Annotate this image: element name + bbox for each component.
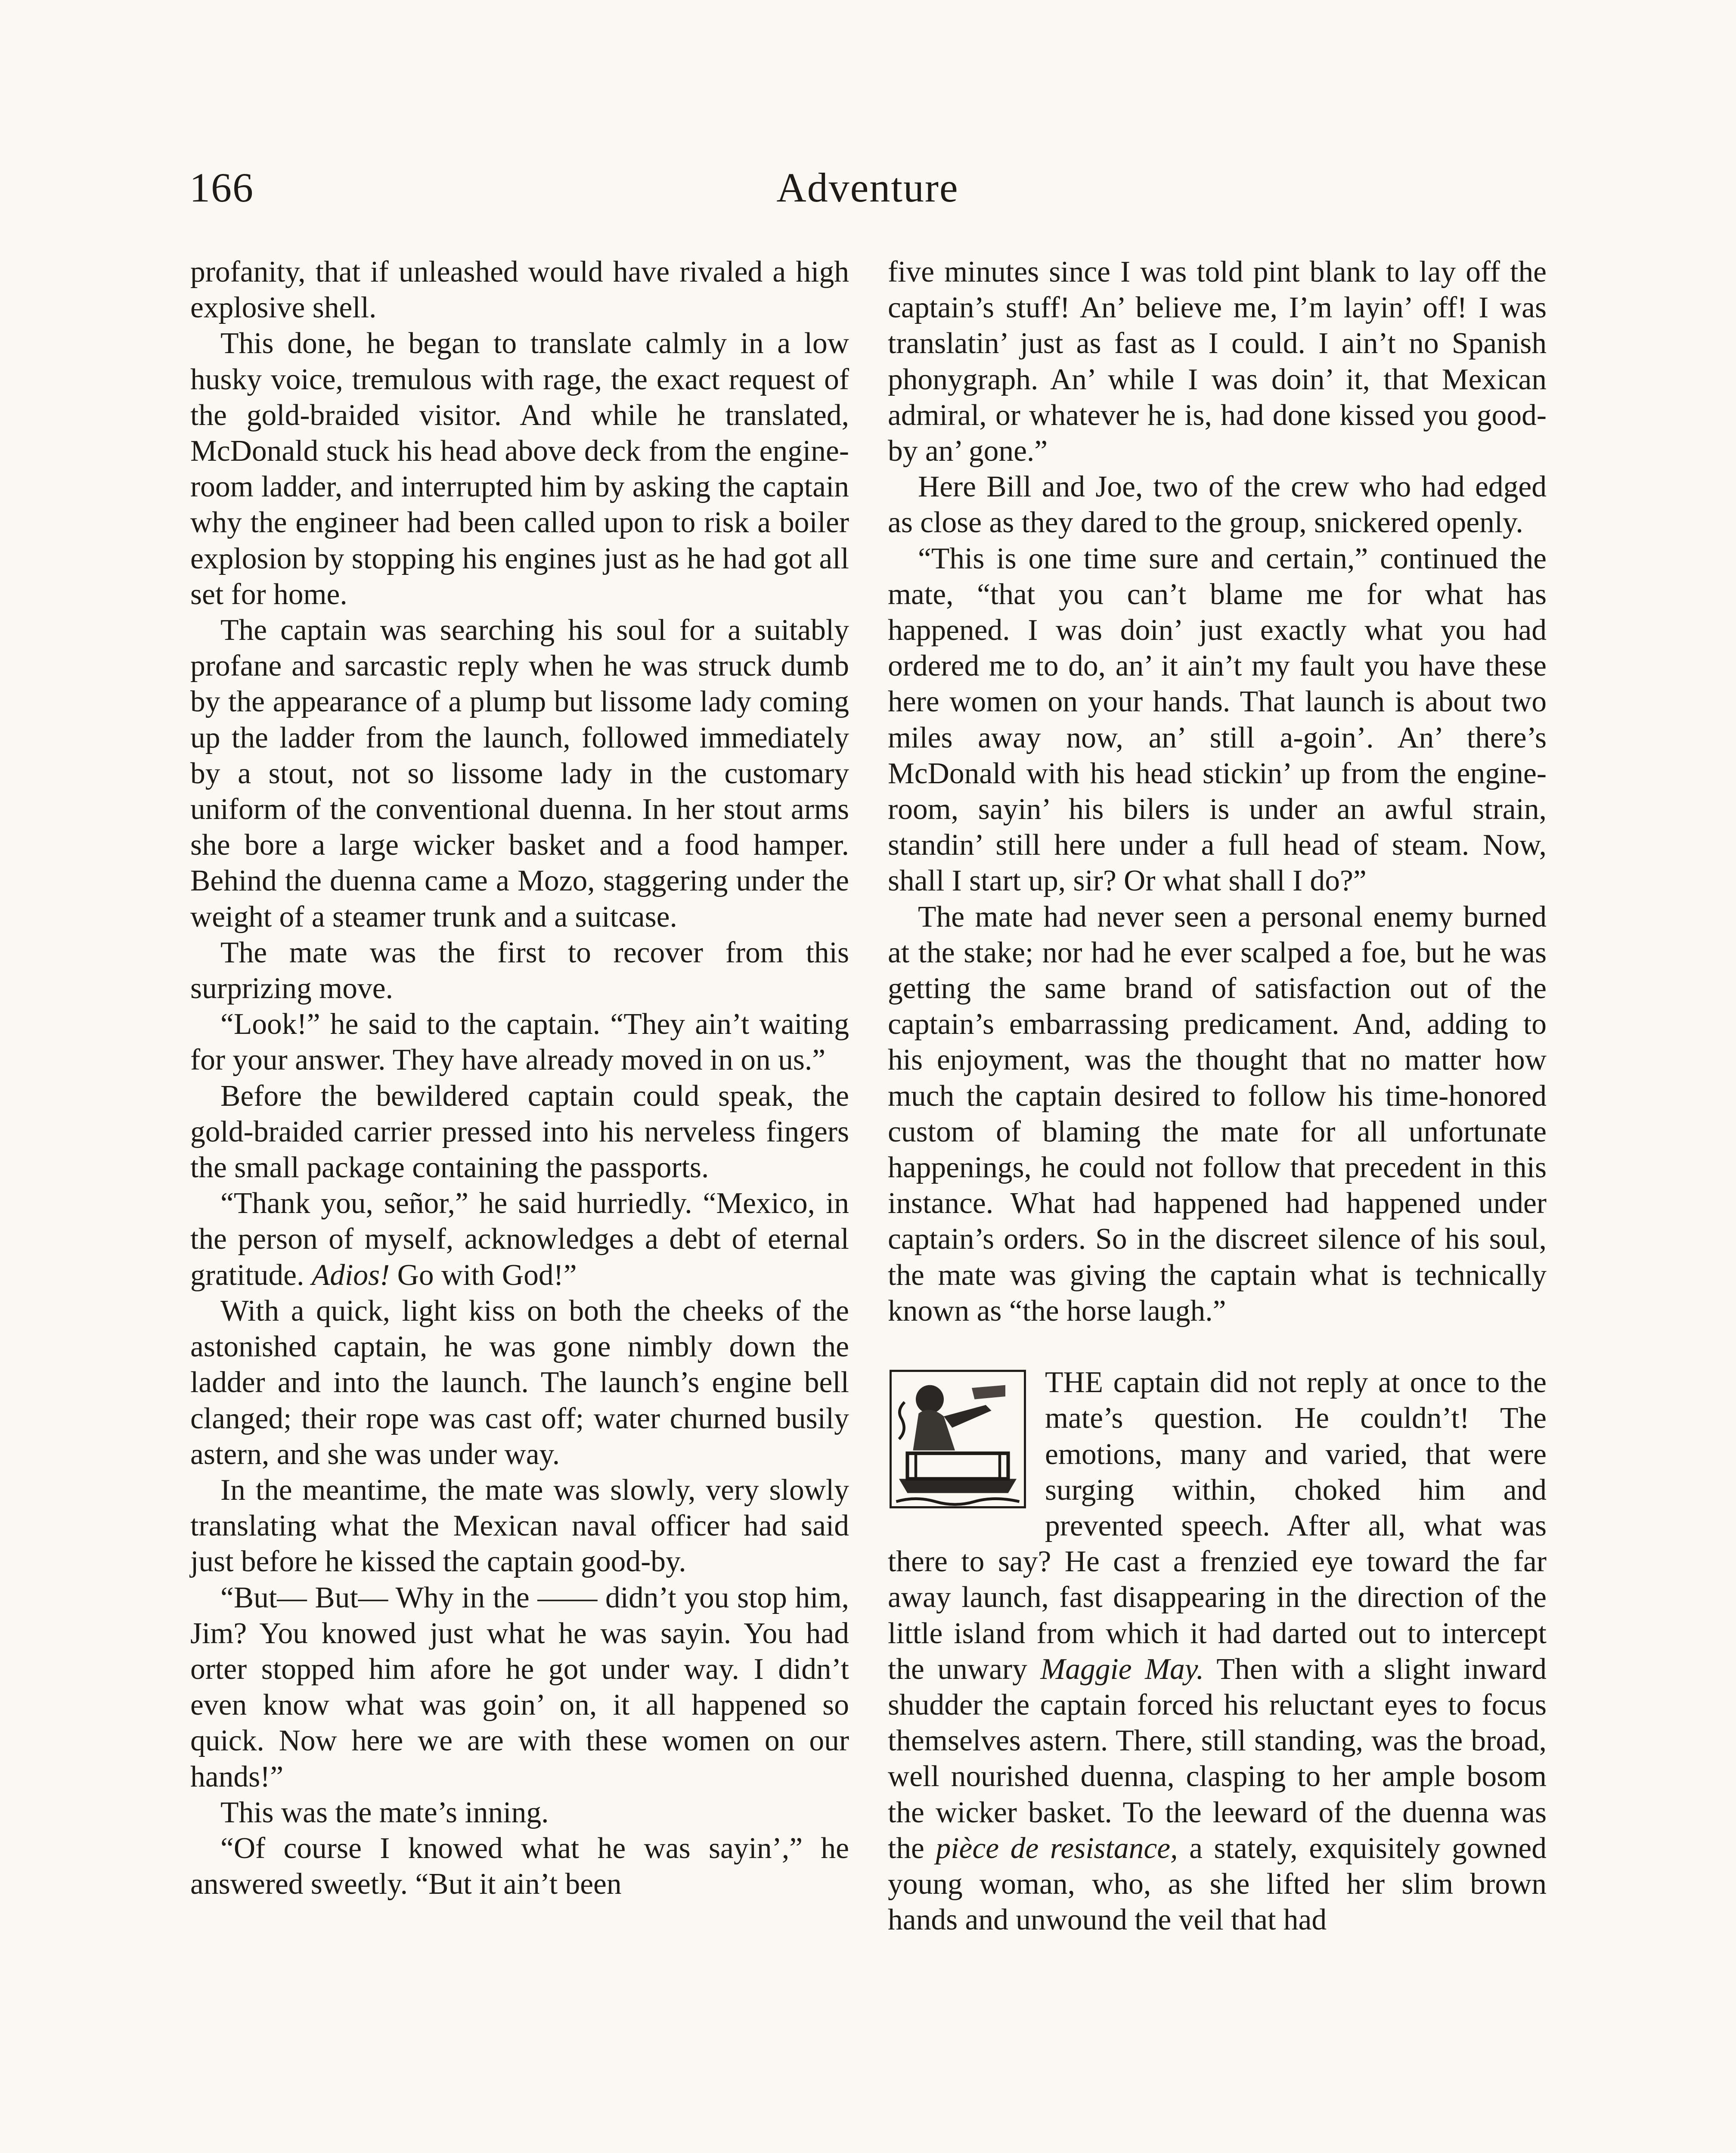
paragraph xyxy=(190,1185,849,1293)
paragraph: The captain was searching his soul for a suitably profane and sarcastic reply when he was struck dumb by the appearance of a plump but lissome lady coming up the ladder from the launch, followed immediately by a stout, not so lissome lady in the customary uniform of the conventional duenna. In her stout arms she bore a large wicker basket and a food hamper. Behind the duenna came a Mozo, staggering under the weight of a steamer trunk and a suitcase. xyxy=(190,614,849,934)
paragraph: This done, he began to translate calmly in a low husky voice, tremulous with rage, the exact request of the gold-braided visitor. And while he translated, McDonald stuck his head above deck from the engine-room ladder, and interrupted him by asking the captain why the engineer had been called upon to risk a boiler explosion by stopping his engines just as he had got all set for home. xyxy=(190,327,849,611)
right-column xyxy=(888,254,1547,1938)
ship-illustration-icon xyxy=(888,1368,1028,1510)
paragraph: This was the mate’s inning. xyxy=(220,1796,549,1829)
italic-text: pièce de resistance, xyxy=(936,1831,1178,1865)
paragraph: “This is one time sure and certain,” continued the mate, “that you can’t blame me for what has happened. I was doin’ just exactly what you had ordered me to do, an’ it ain’t my fault you have these here women on your hands. That launch is about two miles away now, an’ still a-goin’. An’ there’s McDonald with his head stickin’ up from the engine-room, sayin’ his bilers is under an awful strain, standin’ still here under a full head of steam. Now, shall I start up, sir? Or what shall I do?” xyxy=(888,542,1547,898)
section-opening xyxy=(888,1365,1547,1938)
page-header xyxy=(189,164,1546,215)
paragraph: “Of course I knowed what he was sayin’,” he answered sweetly. “But it ain’t been xyxy=(190,1831,849,1901)
italic-text: Maggie May. xyxy=(1040,1652,1204,1686)
paragraph: Before the bewildered captain could speak, the gold-braided carrier pressed into his nerveless fingers the small package containing the passports. xyxy=(190,1079,849,1185)
paragraph: “Look!” he said to the captain. “They ain’t waiting for your answer. They have already moved in on us.” xyxy=(190,1008,849,1077)
paragraph: profanity, that if unleashed would have rivaled a high explosive shell. xyxy=(190,255,849,325)
left-column xyxy=(190,254,849,1902)
running-title: Adventure xyxy=(776,164,959,211)
paragraph: five minutes since I was told pint blank to lay off the captain’s stuff! An’ believe me, I’m layin’ off! I was translatin’ just as fast as I could. I ain’t no Spanish phonygraph. An’ while I was doin’ it, that Mexican admiral, or whatever he is, had done kissed you good-by an’ gone.” xyxy=(888,255,1547,468)
paragraph: In the meantime, the mate was slowly, very slowly translating what the Mexican naval officer had said just before he kissed the captain good-by. xyxy=(190,1473,849,1579)
paragraph: With a quick, light kiss on both the cheeks of the astonished captain, he was gone nimbly down the ladder and into the launch. The launch’s engine bell clanged; their rope was cast off; water churned busily astern, and she was under way. xyxy=(190,1294,849,1471)
text-run: “Thank you, señor,” he said hurriedly. “Mexico, in the person of myself, acknowledges a debt of eternal gratitude. xyxy=(190,1187,849,1292)
paragraph: “But— But— Why in the —— didn’t you stop him, Jim? You knowed just what he was sayin. You had orter stopped him afore he got under way. I didn’t even know what was goin’ on, it all happened so quick. Now here we are with these women on our hands!” xyxy=(190,1581,849,1793)
paragraph: Here Bill and Joe, two of the crew who had edged as close as they dared to the group, snickered openly. xyxy=(888,470,1547,540)
text-run: Then with a slight inward shudder the captain forced his reluctant eyes to focus themselves astern. There, still standing, was the broad, well nourished duenna, clasping to her ample bosom the wicker basket. To the leeward of the duenna was the xyxy=(888,1652,1547,1865)
paragraph: The mate had never seen a personal enemy burned at the stake; nor had he ever scalped a foe, but he was getting the same brand of satisfaction out of the captain’s embarrassing predicament. And, adding to his enjoyment, was the thought that no matter how much the captain desired to follow his time-honored custom of blaming the mate for all unfortunate happenings, he could not follow that precedent in this instance. What had happened had happened under captain’s orders. So in the discreet silence of his soul, the mate was giving the captain what is technically known as “the horse laugh.” xyxy=(888,900,1547,1328)
page-number: 166 xyxy=(189,164,254,211)
text-run: THE captain did not reply at once to the mate’s question. He couldn’t! The emotions, many and varied, that were surging within, choked him and prevented speech. After all, what was there to say? He cast a frenzied eye toward the far away launch, fast disappearing in the direction of the little island from which it had darted out to intercept the unwary xyxy=(888,1366,1547,1686)
paragraph: The mate was the first to recover from this surprizing move. xyxy=(190,936,849,1005)
text-run: Go with God!” xyxy=(390,1258,577,1292)
italic-text: Adios! xyxy=(311,1258,390,1292)
text-run: a stately, exquisitely gowned young woman, who, as she lifted her slim brown hands and unwound the veil that had xyxy=(888,1831,1547,1937)
